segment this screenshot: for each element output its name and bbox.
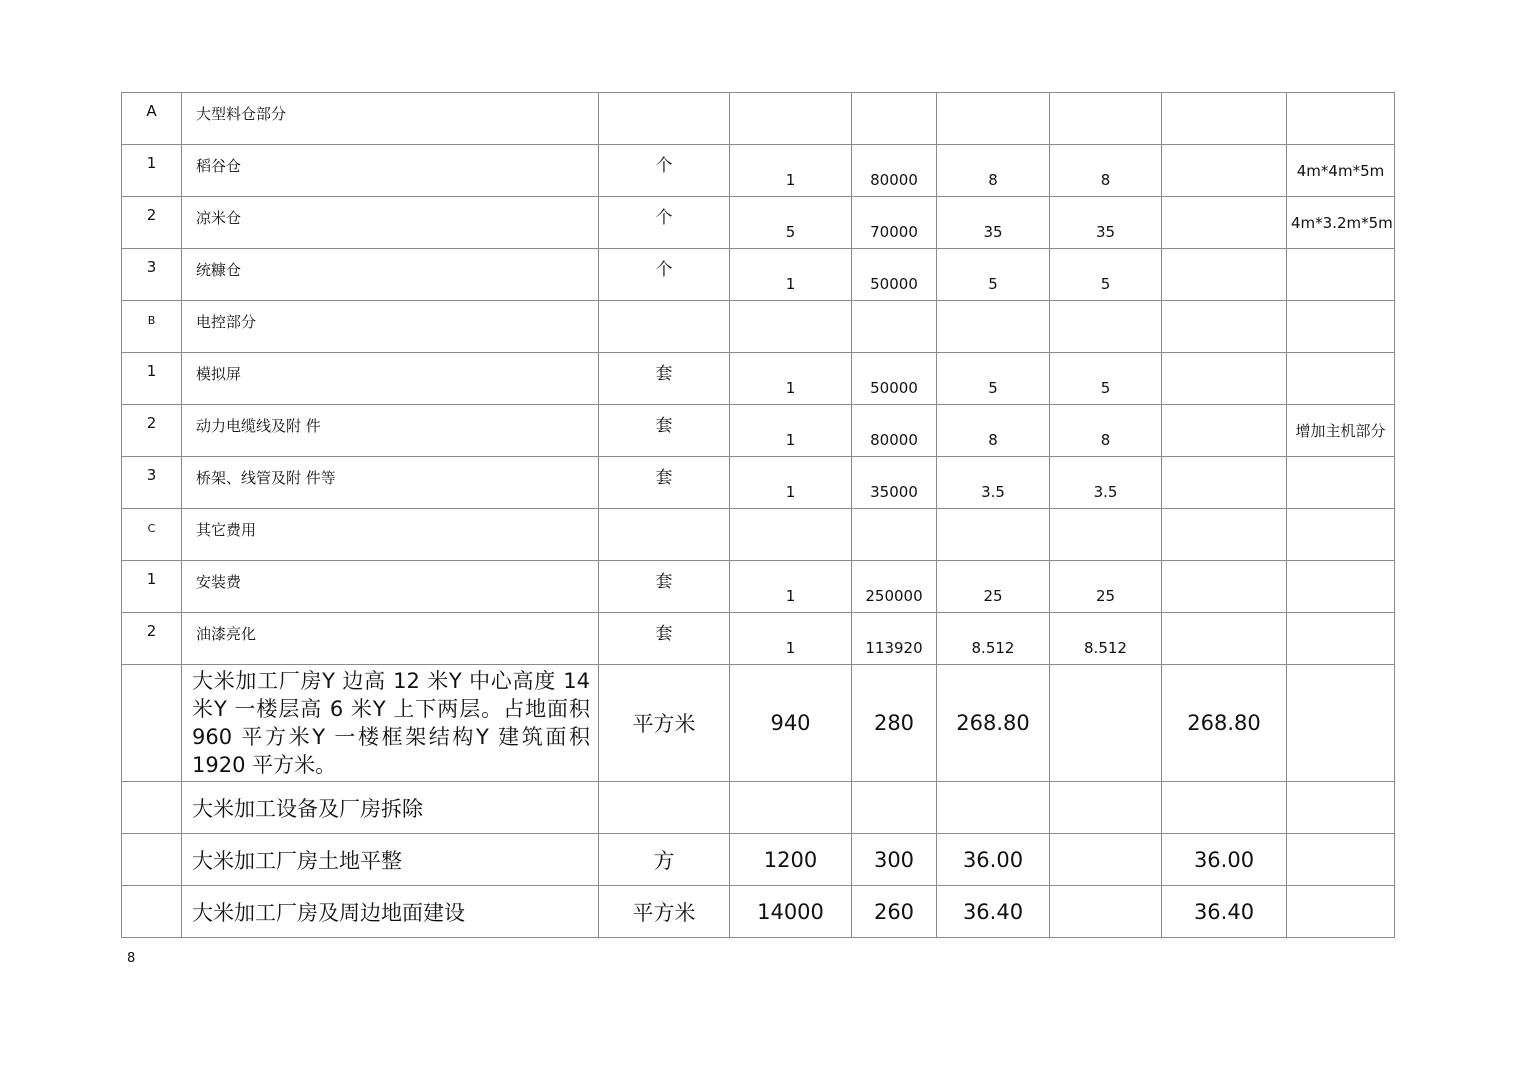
row-index (122, 886, 182, 938)
table-row (122, 145, 1395, 197)
item-amount-c (1162, 249, 1287, 301)
row-index: A (122, 93, 182, 145)
item-amount: 3.5 (937, 457, 1050, 509)
row-index: C (122, 509, 182, 561)
item-unit-price: 250000 (852, 561, 937, 613)
item-quantity: 1 (730, 145, 852, 197)
item-quantity (730, 301, 852, 353)
table-row (122, 353, 1395, 405)
item-amount-c: 268.80 (1162, 665, 1287, 782)
item-quantity: 1 (730, 353, 852, 405)
item-name: 统糠仓 (182, 249, 599, 301)
item-unit: 平方米 (599, 665, 730, 782)
item-note (1287, 301, 1395, 353)
item-amount: 8 (937, 145, 1050, 197)
item-unit: 套 (599, 405, 730, 457)
row-index: 1 (122, 353, 182, 405)
item-amount (937, 301, 1050, 353)
item-amount: 36.40 (937, 886, 1050, 938)
item-amount-c (1162, 561, 1287, 613)
item-amount-b: 5 (1050, 353, 1162, 405)
item-unit-price: 50000 (852, 353, 937, 405)
item-unit-price: 50000 (852, 249, 937, 301)
row-index: 1 (122, 561, 182, 613)
row-index: 1 (122, 145, 182, 197)
item-amount-c (1162, 93, 1287, 145)
item-amount-c (1162, 405, 1287, 457)
item-quantity: 1 (730, 561, 852, 613)
row-index (122, 834, 182, 886)
row-index: 2 (122, 197, 182, 249)
item-amount: 5 (937, 249, 1050, 301)
item-name: 动力电缆线及附 件 (182, 405, 599, 457)
budget-table (121, 92, 1395, 938)
table-row (122, 93, 1395, 145)
item-unit-price (852, 782, 937, 834)
item-quantity (730, 782, 852, 834)
item-amount-c: 36.40 (1162, 886, 1287, 938)
item-quantity: 1 (730, 405, 852, 457)
item-amount-b (1050, 782, 1162, 834)
item-unit-price (852, 93, 937, 145)
item-amount-b (1050, 301, 1162, 353)
item-amount-c: 36.00 (1162, 834, 1287, 886)
item-unit-price: 260 (852, 886, 937, 938)
item-amount-b: 8.512 (1050, 613, 1162, 665)
item-unit: 套 (599, 353, 730, 405)
item-note (1287, 457, 1395, 509)
item-note: 4m*3.2m*5m (1287, 197, 1395, 249)
item-note (1287, 561, 1395, 613)
row-index: 2 (122, 613, 182, 665)
item-note (1287, 613, 1395, 665)
item-amount-b: 25 (1050, 561, 1162, 613)
row-index: 2 (122, 405, 182, 457)
item-unit: 平方米 (599, 886, 730, 938)
item-quantity: 1 (730, 457, 852, 509)
item-amount: 8.512 (937, 613, 1050, 665)
item-amount-b (1050, 834, 1162, 886)
item-unit-price (852, 301, 937, 353)
item-note (1287, 249, 1395, 301)
item-amount-b (1050, 93, 1162, 145)
item-note: 4m*4m*5m (1287, 145, 1395, 197)
table-body (122, 93, 1395, 938)
item-name: 大型料仓部分 (182, 93, 599, 145)
table-row (122, 613, 1395, 665)
table-row (122, 665, 1395, 782)
item-unit: 套 (599, 561, 730, 613)
item-amount: 8 (937, 405, 1050, 457)
item-amount-b: 8 (1050, 405, 1162, 457)
item-amount (937, 782, 1050, 834)
item-amount: 36.00 (937, 834, 1050, 886)
item-unit (599, 509, 730, 561)
item-name: 电控部分 (182, 301, 599, 353)
item-quantity: 5 (730, 197, 852, 249)
row-index (122, 665, 182, 782)
item-name: 大米加工厂房及周边地面建设 (182, 886, 599, 938)
item-name: 大米加工厂房土地平整 (182, 834, 599, 886)
item-quantity: 1 (730, 249, 852, 301)
item-unit-price: 70000 (852, 197, 937, 249)
item-amount-b: 5 (1050, 249, 1162, 301)
item-unit: 套 (599, 613, 730, 665)
item-unit-price: 80000 (852, 145, 937, 197)
item-quantity: 1200 (730, 834, 852, 886)
item-unit-price (852, 509, 937, 561)
item-quantity: 1 (730, 613, 852, 665)
item-unit (599, 782, 730, 834)
item-amount-c (1162, 353, 1287, 405)
item-amount-c (1162, 197, 1287, 249)
item-unit (599, 93, 730, 145)
item-unit: 个 (599, 145, 730, 197)
item-amount-c (1162, 145, 1287, 197)
item-amount: 5 (937, 353, 1050, 405)
table-row (122, 405, 1395, 457)
item-name: 稻谷仓 (182, 145, 599, 197)
page-number: 8 (127, 951, 136, 966)
item-note (1287, 665, 1395, 782)
item-amount-b (1050, 886, 1162, 938)
item-note (1287, 509, 1395, 561)
item-note (1287, 353, 1395, 405)
item-name: 大米加工厂房Y 边高 12 米Y 中心高度 14 米Y 一楼层高 6 米Y 上下两层。占地面积 960 平方米Y 一楼框架结构Y 建筑面积 1920 平方米。 (182, 665, 599, 782)
item-note (1287, 886, 1395, 938)
table-row (122, 509, 1395, 561)
item-amount-c (1162, 613, 1287, 665)
item-amount: 25 (937, 561, 1050, 613)
item-name: 其它费用 (182, 509, 599, 561)
item-name: 桥架、线管及附 件等 (182, 457, 599, 509)
item-amount-b (1050, 665, 1162, 782)
table-row (122, 301, 1395, 353)
item-amount (937, 93, 1050, 145)
item-unit: 套 (599, 457, 730, 509)
item-unit: 个 (599, 249, 730, 301)
row-index: 3 (122, 457, 182, 509)
item-amount-b: 35 (1050, 197, 1162, 249)
item-amount: 268.80 (937, 665, 1050, 782)
item-amount (937, 509, 1050, 561)
item-quantity: 14000 (730, 886, 852, 938)
table-row (122, 197, 1395, 249)
item-note (1287, 834, 1395, 886)
item-amount: 35 (937, 197, 1050, 249)
item-quantity: 940 (730, 665, 852, 782)
item-name: 安装费 (182, 561, 599, 613)
item-name: 大米加工设备及厂房拆除 (182, 782, 599, 834)
table-row (122, 834, 1395, 886)
item-amount-c (1162, 509, 1287, 561)
item-unit: 方 (599, 834, 730, 886)
item-unit: 个 (599, 197, 730, 249)
table-row (122, 457, 1395, 509)
item-amount-c (1162, 782, 1287, 834)
item-amount-b: 3.5 (1050, 457, 1162, 509)
item-unit (599, 301, 730, 353)
item-quantity (730, 93, 852, 145)
table-row (122, 886, 1395, 938)
item-name: 油漆亮化 (182, 613, 599, 665)
table-row (122, 249, 1395, 301)
item-name: 凉米仓 (182, 197, 599, 249)
item-amount-c (1162, 301, 1287, 353)
row-index: 3 (122, 249, 182, 301)
table-row (122, 782, 1395, 834)
item-note (1287, 782, 1395, 834)
item-amount-b (1050, 509, 1162, 561)
item-unit-price: 280 (852, 665, 937, 782)
item-unit-price: 113920 (852, 613, 937, 665)
item-quantity (730, 509, 852, 561)
item-amount-b: 8 (1050, 145, 1162, 197)
row-index: B (122, 301, 182, 353)
item-unit-price: 35000 (852, 457, 937, 509)
item-note (1287, 93, 1395, 145)
item-unit-price: 300 (852, 834, 937, 886)
item-name: 模拟屏 (182, 353, 599, 405)
item-note: 增加主机部分 (1287, 405, 1395, 457)
item-amount-c (1162, 457, 1287, 509)
row-index (122, 782, 182, 834)
item-unit-price: 80000 (852, 405, 937, 457)
table-row (122, 561, 1395, 613)
